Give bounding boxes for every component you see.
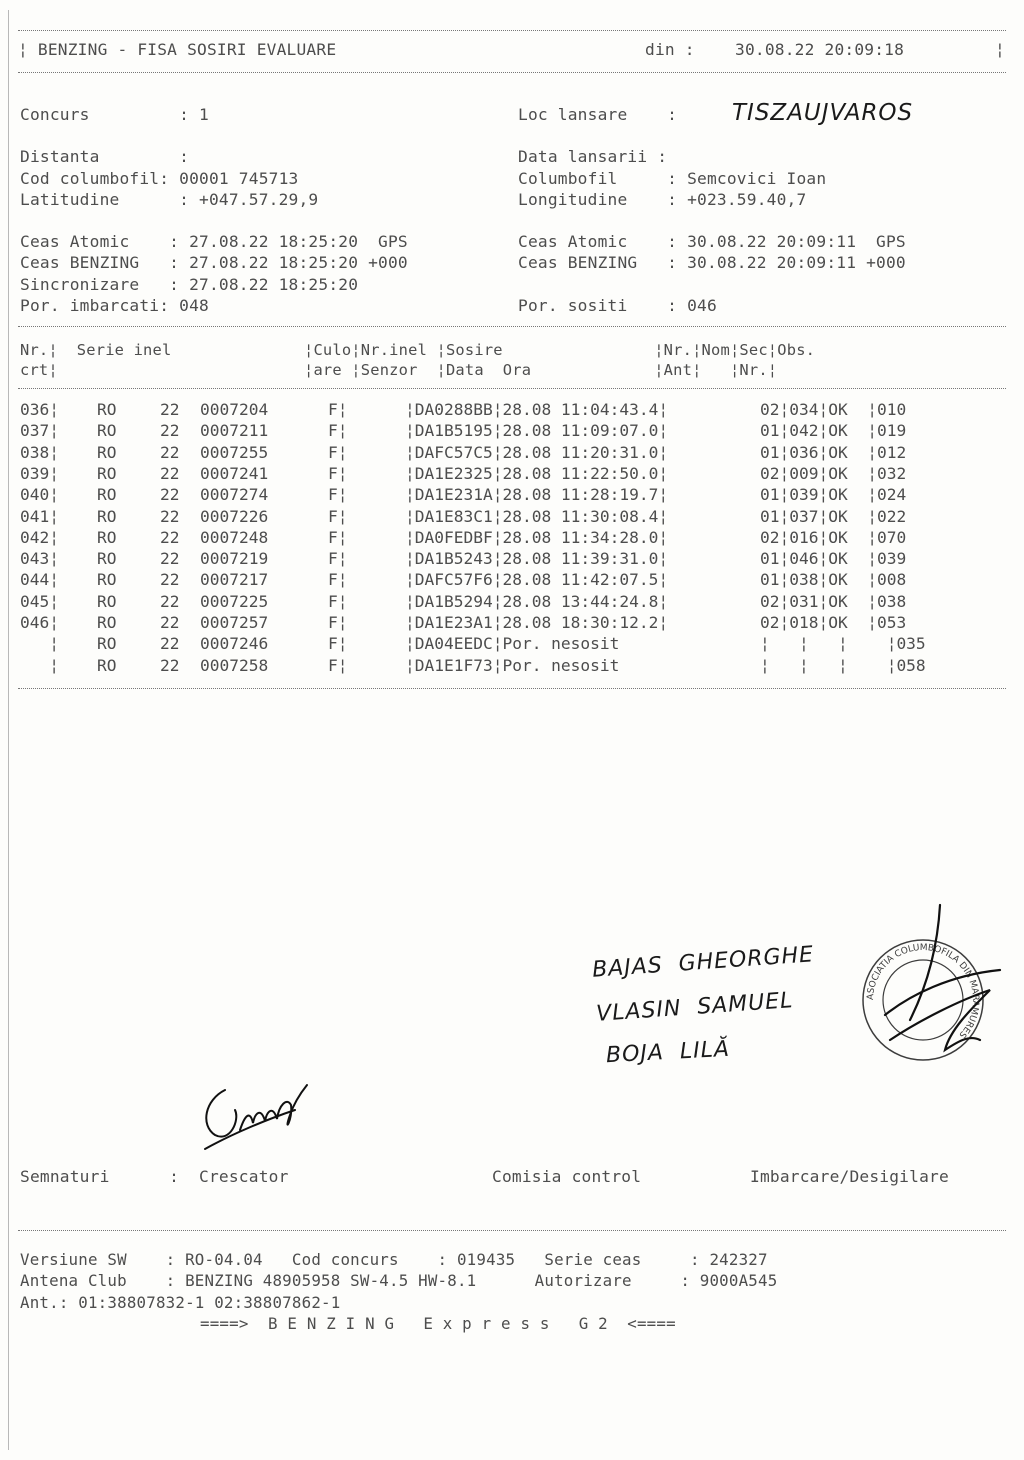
table-cell-tara: RO <box>97 527 117 547</box>
table-cell-serie: 0007226 <box>200 506 269 526</box>
table-cell-an: 22 <box>160 463 180 483</box>
table-cell-serie: 0007255 <box>200 442 269 462</box>
table-cell-senzor-sosire: ¦DA1E2325¦28.08 11:22:50.0¦ <box>405 463 669 483</box>
table-cell-senzor-sosire: ¦DA1E83C1¦28.08 11:30:08.4¦ <box>405 506 669 526</box>
table-cell-senzor-sosire: ¦DA0288BB¦28.08 11:04:43.4¦ <box>405 400 669 419</box>
table-row <box>0 528 1024 549</box>
table-cell-ant-nom-sec-obs: 01¦042¦OK ¦019 <box>760 421 907 441</box>
table-header-line1: Nr.¦ Serie inel ¦Culo¦Nr.inel ¦Sosire ¦Nr.¦Nom¦Sec¦Obs. <box>20 341 816 359</box>
table-cell-sex: F¦ <box>328 527 348 547</box>
table-cell-serie: 0007248 <box>200 527 269 547</box>
table-cell-sex: F¦ <box>328 463 348 483</box>
table-cell-senzor-sosire: ¦DA04EEDC¦Por. nesosit <box>405 634 669 654</box>
footer-rule <box>18 1230 1006 1231</box>
table-row <box>0 570 1024 591</box>
table-cell-crt: 041¦ <box>20 506 59 526</box>
ceas-atomic-end: Ceas Atomic : 30.08.22 20:09:11 GPS <box>518 232 906 251</box>
table-cell-tara: RO <box>97 442 117 462</box>
table-cell-ant-nom-sec-obs: 01¦036¦OK ¦012 <box>760 442 907 462</box>
table-cell-sex: F¦ <box>328 421 348 441</box>
table-cell-tara: RO <box>97 463 117 483</box>
table-row <box>0 400 1024 421</box>
table-cell-ant-nom-sec-obs: 02¦034¦OK ¦010 <box>760 400 907 419</box>
table-cell-an: 22 <box>160 634 180 654</box>
table-cell-serie: 0007246 <box>200 634 269 654</box>
stamp-arc-text: ASOCIATIA COLUMBOFILA DIN MARAMURES <box>865 942 981 1040</box>
table-cell-an: 22 <box>160 421 180 441</box>
document-title: ¦ BENZING - FISA SOSIRI EVALUARE <box>18 40 337 59</box>
table-cell-an: 22 <box>160 655 180 675</box>
table-cell-sex: F¦ <box>328 442 348 462</box>
table-cell-tara: RO <box>97 421 117 441</box>
latitudine-field: Latitudine : +047.57.29,9 <box>20 190 319 209</box>
table-cell-serie: 0007204 <box>200 400 269 419</box>
table-cell-sex: F¦ <box>328 485 348 505</box>
header-end-bar: ¦ <box>995 40 1005 59</box>
benzing-banner: ====> B E N Z I N G E x p r e s s G 2 <==== <box>200 1314 676 1333</box>
table-row <box>0 421 1024 442</box>
table-cell-serie: 0007274 <box>200 485 269 505</box>
table-cell-senzor-sosire: ¦DAFC57C5¦28.08 11:20:31.0¦ <box>405 442 669 462</box>
print-date: 30.08.22 20:09:18 <box>735 40 905 59</box>
table-cell-sex: F¦ <box>328 400 348 419</box>
table-cell-serie: 0007211 <box>200 421 269 441</box>
crescator-signature <box>195 1075 315 1155</box>
table-cell-crt: ¦ <box>20 634 59 654</box>
table-cell-crt: 044¦ <box>20 570 59 590</box>
table-cell-sex: F¦ <box>328 570 348 590</box>
ceas-atomic-start: Ceas Atomic : 27.08.22 18:25:20 GPS <box>20 232 408 251</box>
table-cell-ant-nom-sec-obs: ¦ ¦ ¦ ¦058 <box>760 655 926 675</box>
table-cell-serie: 0007219 <box>200 549 269 569</box>
table-cell-tara: RO <box>97 506 117 526</box>
distanta-field: Distanta : <box>20 147 190 166</box>
table-cell-serie: 0007241 <box>200 463 269 483</box>
table-cell-ant-nom-sec-obs: 02¦031¦OK ¦038 <box>760 591 907 611</box>
table-cell-an: 22 <box>160 400 180 419</box>
data-lansarii-field: Data lansarii : <box>518 147 668 166</box>
ant-line: Ant.: 01:38807832-1 02:38807862-1 <box>20 1293 341 1312</box>
por-imbarcati-field: Por. imbarcati: 048 <box>20 296 209 315</box>
table-cell-tara: RO <box>97 485 117 505</box>
table-cell-crt: 042¦ <box>20 527 59 547</box>
table-cell-ant-nom-sec-obs: 01¦037¦OK ¦022 <box>760 506 907 526</box>
loc-lansare-handwritten: TISZAUJVAROS <box>732 100 914 126</box>
longitudine-field: Longitudine : +023.59.40,7 <box>518 190 807 209</box>
table-row <box>0 634 1024 655</box>
table-cell-senzor-sosire: ¦DA0FEDBF¦28.08 11:34:28.0¦ <box>405 527 669 547</box>
loc-lansare-label: Loc lansare : <box>518 105 678 124</box>
table-row <box>0 592 1024 613</box>
table-header-rule <box>18 388 1006 389</box>
table-cell-sex: F¦ <box>328 655 348 675</box>
table-cell-an: 22 <box>160 527 180 547</box>
table-row <box>0 507 1024 528</box>
table-cell-senzor-sosire: ¦DA1E23A1¦28.08 18:30:12.2¦ <box>405 613 669 632</box>
table-top-rule <box>18 326 1006 327</box>
date-label: din : <box>645 40 695 59</box>
table-cell-an: 22 <box>160 591 180 611</box>
sincronizare-field: Sincronizare : 27.08.22 18:25:20 <box>20 275 359 294</box>
table-cell-senzor-sosire: ¦DA1E231A¦28.08 11:28:19.7¦ <box>405 485 669 505</box>
table-cell-an: 22 <box>160 570 180 590</box>
por-sositi-field: Por. sositi : 046 <box>518 296 717 315</box>
table-cell-sex: F¦ <box>328 549 348 569</box>
table-cell-ant-nom-sec-obs: ¦ ¦ ¦ ¦035 <box>760 634 926 654</box>
table-cell-tara: RO <box>97 613 117 632</box>
antena-line: Antena Club : BENZING 48905958 SW-4.5 HW-8.1 Autorizare : 9000A545 <box>20 1271 778 1290</box>
table-row <box>0 549 1024 570</box>
table-bottom-rule <box>18 688 1006 689</box>
table-cell-crt: 038¦ <box>20 442 59 462</box>
table-cell-ant-nom-sec-obs: 02¦016¦OK ¦070 <box>760 527 907 547</box>
table-cell-tara: RO <box>97 655 117 675</box>
table-row <box>0 656 1024 677</box>
table-cell-an: 22 <box>160 613 180 632</box>
table-cell-serie: 0007217 <box>200 570 269 590</box>
ceas-benzing-end: Ceas BENZING : 30.08.22 20:09:11 +000 <box>518 253 906 272</box>
table-cell-an: 22 <box>160 549 180 569</box>
ceas-benzing-start: Ceas BENZING : 27.08.22 18:25:20 +000 <box>20 253 408 272</box>
table-cell-serie: 0007258 <box>200 655 269 675</box>
concurs-field: Concurs : 1 <box>20 105 209 124</box>
handwritten-name-3: BOJA LILĂ <box>605 1036 731 1069</box>
imbarcare-label: Imbarcare/Desigilare <box>750 1167 949 1186</box>
table-cell-crt: 037¦ <box>20 421 59 441</box>
table-cell-ant-nom-sec-obs: 01¦038¦OK ¦008 <box>760 570 907 590</box>
table-row <box>0 464 1024 485</box>
table-row <box>0 485 1024 506</box>
header-top-rule <box>18 30 1006 31</box>
table-cell-tara: RO <box>97 634 117 654</box>
table-cell-sex: F¦ <box>328 506 348 526</box>
table-cell-senzor-sosire: ¦DA1E1F73¦Por. nesosit <box>405 655 669 675</box>
header-bottom-rule <box>18 72 1006 73</box>
table-cell-tara: RO <box>97 549 117 569</box>
table-cell-tara: RO <box>97 570 117 590</box>
columbofil-field: Columbofil : Semcovici Ioan <box>518 169 827 188</box>
table-cell-an: 22 <box>160 506 180 526</box>
table-cell-ant-nom-sec-obs: 02¦009¦OK ¦032 <box>760 463 907 483</box>
table-cell-crt: 046¦ <box>20 613 59 632</box>
table-cell-senzor-sosire: ¦DA1B5243¦28.08 11:39:31.0¦ <box>405 549 669 569</box>
table-row <box>0 613 1024 634</box>
handwritten-name-2: VLASIN SAMUEL <box>595 988 795 1027</box>
table-cell-sex: F¦ <box>328 634 348 654</box>
signature-over-stamp <box>850 900 1020 1080</box>
table-cell-sex: F¦ <box>328 591 348 611</box>
table-cell-crt: 043¦ <box>20 549 59 569</box>
table-cell-ant-nom-sec-obs: 01¦046¦OK ¦039 <box>760 549 907 569</box>
table-cell-crt: 040¦ <box>20 485 59 505</box>
table-cell-an: 22 <box>160 485 180 505</box>
table-cell-serie: 0007257 <box>200 613 269 632</box>
comisia-control-label: Comisia control <box>492 1167 642 1186</box>
table-cell-crt: ¦ <box>20 655 59 675</box>
table-cell-crt: 036¦ <box>20 400 59 419</box>
table-cell-crt: 039¦ <box>20 463 59 483</box>
handwritten-name-1: BAJAS GHEORGHE <box>591 942 815 983</box>
table-cell-senzor-sosire: ¦DA1B5195¦28.08 11:09:07.0¦ <box>405 421 669 441</box>
table-cell-an: 22 <box>160 442 180 462</box>
left-margin-line <box>8 10 9 1450</box>
table-cell-serie: 0007225 <box>200 591 269 611</box>
table-header-line2: crt¦ ¦are ¦Senzor ¦Data Ora ¦Ant¦ ¦Nr.¦ <box>20 361 778 379</box>
table-cell-senzor-sosire: ¦DA1B5294¦28.08 13:44:24.8¦ <box>405 591 669 611</box>
table-cell-crt: 045¦ <box>20 591 59 611</box>
table-cell-ant-nom-sec-obs: 02¦018¦OK ¦053 <box>760 613 907 632</box>
table-cell-tara: RO <box>97 400 117 419</box>
table-row <box>0 443 1024 464</box>
versiune-line: Versiune SW : RO-04.04 Cod concurs : 019435 Serie ceas : 242327 <box>20 1250 768 1269</box>
semnaturi-label: Semnaturi : Crescator <box>20 1167 289 1186</box>
cod-columbofil-field: Cod columbofil: 00001 745713 <box>20 169 299 188</box>
table-cell-tara: RO <box>97 591 117 611</box>
table-cell-ant-nom-sec-obs: 01¦039¦OK ¦024 <box>760 485 907 505</box>
table-cell-senzor-sosire: ¦DAFC57F6¦28.08 11:42:07.5¦ <box>405 570 669 590</box>
table-cell-sex: F¦ <box>328 613 348 632</box>
